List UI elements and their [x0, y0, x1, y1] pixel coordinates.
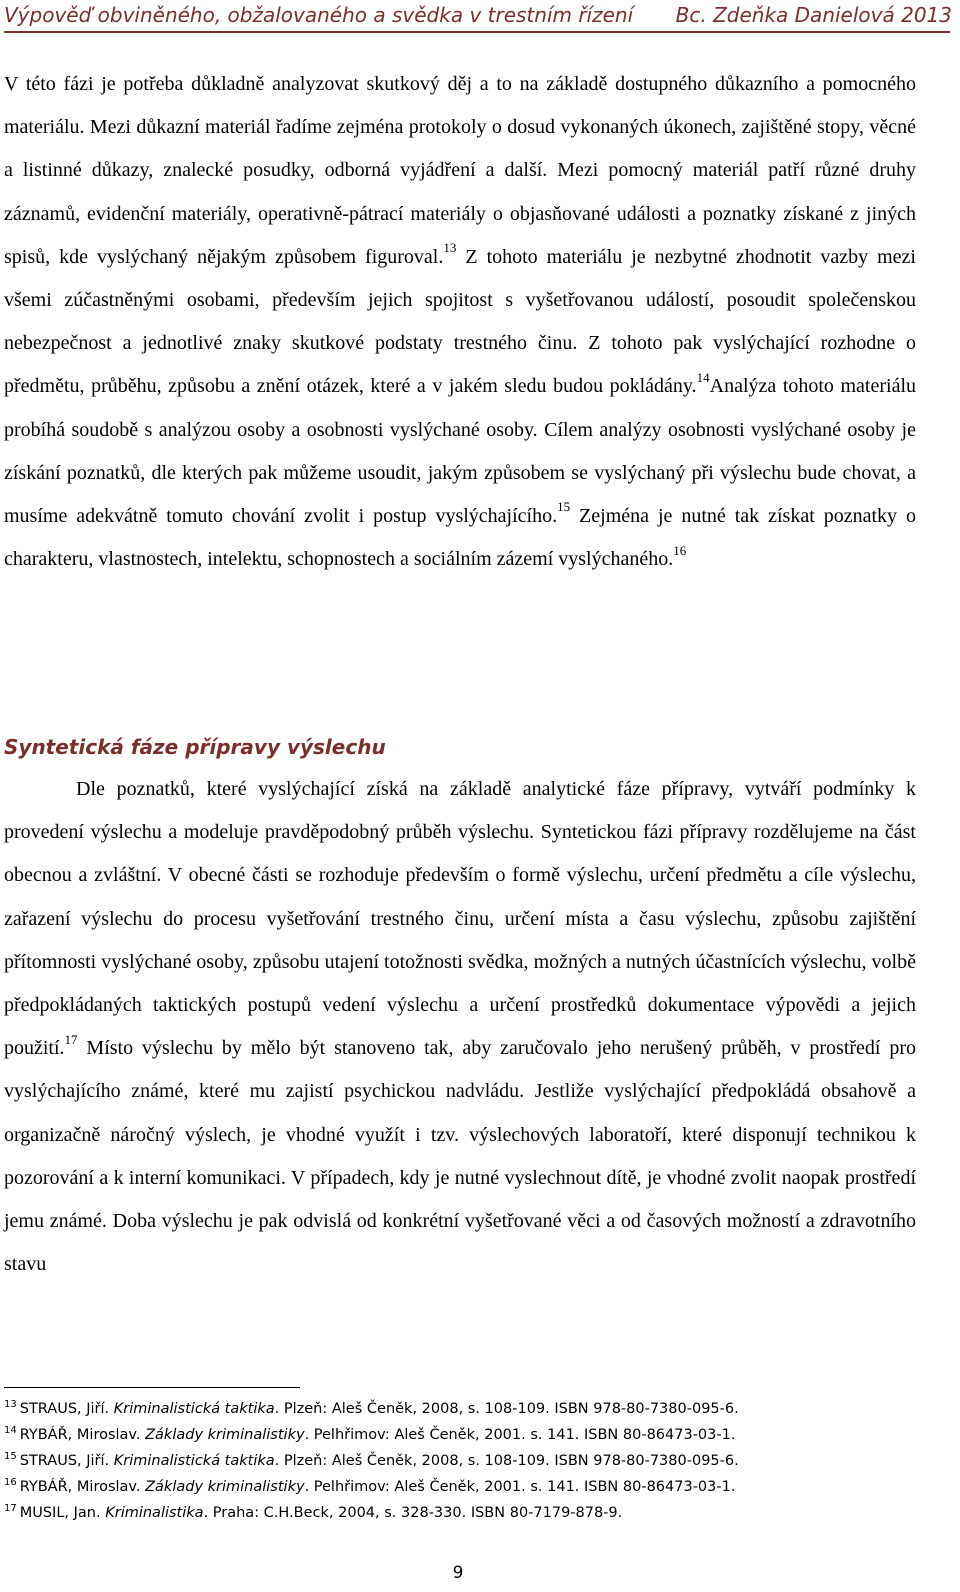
- footnote: [4, 1501, 944, 1527]
- footnote-title: Základy kriminalistiky: [145, 1427, 305, 1443]
- paragraph-synthetic-phase: [4, 768, 916, 1286]
- footnote-number: 13: [4, 1399, 17, 1410]
- footnote: [4, 1423, 944, 1449]
- paragraph-text: Místo výslechu by mělo být stanoveno tak, aby zaručovalo jeho nerušený průběh, v prostředí pro vyslýchajícího známé, které mu zajistí psychickou nadvládu. Jestliže vyslýchající předpokládá obsahově a organizačně náročný výslech, je vhodné využít i tzv. výslechových laboratoří, které disponují technikou k pozorování a k interní komunikaci. V případech, kdy je nutné vyslechnout dítě, je vhodné zvolit naopak prostředí jemu známé. Doba výslechu je pak odvislá od konkrétní vyšetřované věci a od časových možností a zdravotního stavu: [4, 1037, 916, 1276]
- footnote-details: . Plzeň: Aleš Čeněk, 2008, s. 108-109. ISBN 978-80-7380-095-6.: [274, 1401, 739, 1417]
- footnote-title: Kriminalistická taktika: [113, 1401, 275, 1417]
- footnotes: [4, 1397, 944, 1527]
- header-author-year: Bc. Zdeňka Danielová 2013: [675, 3, 952, 27]
- page-number: 9: [452, 1563, 464, 1583]
- footnote: [4, 1397, 944, 1423]
- paragraph-analytic-phase: [4, 63, 916, 581]
- footnote-details: . Pelhřimov: Aleš Čeněk, 2001. s. 141. ISBN 80-86473-03-1.: [304, 1427, 736, 1443]
- footnote: [4, 1475, 944, 1501]
- footnote-author: STRAUS, Jiří.: [19, 1453, 114, 1469]
- header-title: Výpověď obviněného, obžalovaného a svědka v trestním řízení: [4, 3, 634, 27]
- paragraph-text: Dle poznatků, které vyslýchající získá na základě analytické fáze přípravy, vytváří podmínky k provedení výslechu a modeluje pravděpodobný průběh výslechu. Syntetickou fázi přípravy rozdělujeme na část obecnou a zvláštní. V obecné části se rozhoduje především o formě výslechu, určení předmětu a cíle výslechu, zařazení výslechu do procesu vyšetřování trestného činu, určení místa a času výslechu, způsobu zajištění přítomnosti vyslýchané osoby, způsobu utajení totožnosti svědka, možných a nutných účastnících výslechu, volbě předpokládaných taktických postupů vedení výslechu a určení prostředků dokumentace výpovědi a jejich použití.: [4, 778, 916, 1060]
- footnote-separator: [4, 1387, 300, 1388]
- footnote-ref-13[interactable]: 13: [443, 240, 457, 256]
- footnote-number: 14: [4, 1425, 17, 1436]
- footnote-author: RYBÁŘ, Miroslav.: [19, 1427, 146, 1443]
- footnote-ref-14[interactable]: 14: [696, 369, 710, 385]
- paragraph-text: V této fázi je potřeba důkladně analyzovat skutkový děj a to na základě dostupného důkazního a pomocného materiálu. Mezi důkazní materiál řadíme zejména protokoly o dosud vykonaných úkonech, zajištěné stopy, věcné a listinné důkazy, znalecké posudky, odborná vyjádření a další. Mezi pomocný materiál patří různé druhy záznamů, evidenční materiály, operativně-pátrací materiály o objasňované události a poznatky získané z jiných spisů, kde vyslýchaný nějakým způsobem figuroval.: [4, 73, 916, 268]
- footnote-author: RYBÁŘ, Miroslav.: [19, 1479, 146, 1495]
- footnote-title: Kriminalistika: [105, 1505, 204, 1521]
- paragraph-text: Analýza tohoto materiálu probíhá soudobě s analýzou osoby a osobnosti vyslýchané osoby. Cílem analýzy osobnosti vyslýchané osoby je získání poznatků, dle kterých pak můžeme usoudit, jakým způsobem se vyslýchaný při výslechu bude chovat, a musíme adekvátně tomuto chování zvolit i postup vyslýchajícího.: [4, 375, 917, 528]
- footnote-details: . Praha: C.H.Beck, 2004, s. 328-330. ISBN 80-7179-878-9.: [203, 1505, 623, 1521]
- footnote-author: STRAUS, Jiří.: [19, 1401, 114, 1417]
- footnote-details: . Plzeň: Aleš Čeněk, 2008, s. 108-109. ISBN 978-80-7380-095-6.: [274, 1453, 739, 1469]
- section-heading: Syntetická fáze přípravy výslechu: [4, 735, 386, 759]
- footnote-number: 15: [4, 1451, 17, 1462]
- paragraph-text: Z tohoto materiálu je nezbytné zhodnotit vazby mezi všemi zúčastněnými osobami, především jejich spojitost s vyšetřovanou událostí, posoudit společenskou nebezpečnost a jednotlivé znaky skutkové podstaty trestného činu. Z tohoto pak vyslýchající rozhodne o předmětu, průběhu, způsobu a znění otázek, které a v jakém sledu budou pokládány.: [4, 245, 916, 398]
- footnote-ref-17[interactable]: 17: [64, 1031, 78, 1047]
- footnote-number: 16: [4, 1477, 17, 1488]
- footnote-title: Kriminalistická taktika: [113, 1453, 275, 1469]
- paragraph-text: Zejména je nutné tak získat poznatky o charakteru, vlastnostech, intelektu, schopnostech a sociálním zázemí vyslýchaného.: [4, 505, 916, 571]
- footnote-title: Základy kriminalistiky: [145, 1479, 305, 1495]
- running-header: [4, 0, 952, 30]
- footnote-author: MUSIL, Jan.: [19, 1505, 106, 1521]
- footnote-details: . Pelhřimov: Aleš Čeněk, 2001. s. 141. ISBN 80-86473-03-1.: [304, 1479, 736, 1495]
- footnote-number: 17: [4, 1503, 17, 1514]
- header-divider: [4, 31, 950, 33]
- footnote-ref-15[interactable]: 15: [557, 499, 571, 515]
- footnote: [4, 1449, 944, 1475]
- footnote-ref-16[interactable]: 16: [673, 542, 687, 558]
